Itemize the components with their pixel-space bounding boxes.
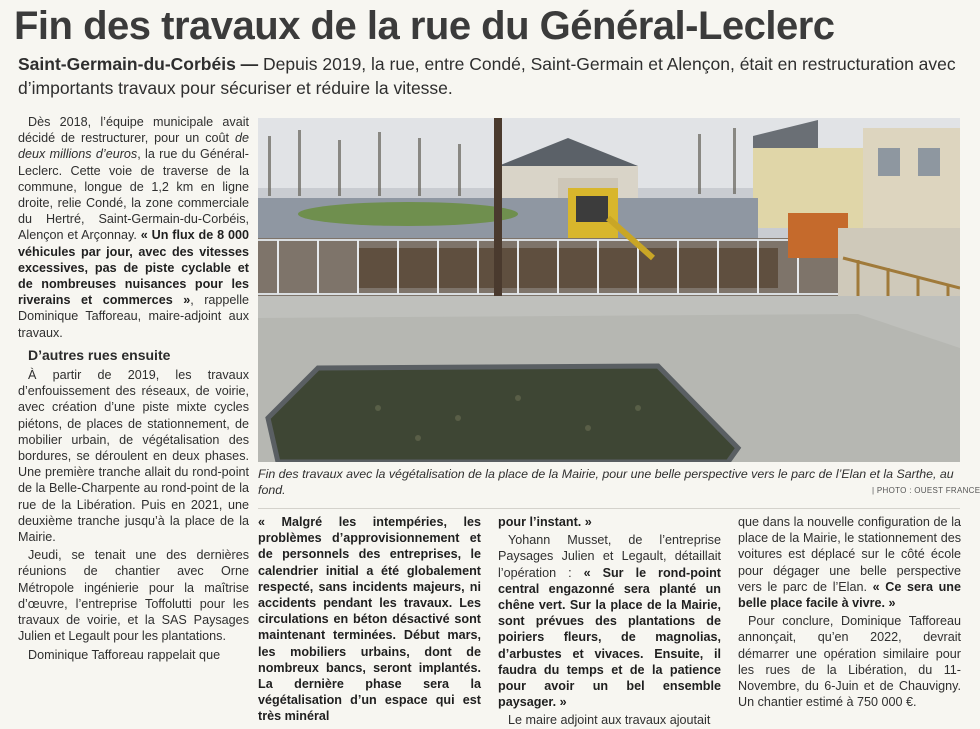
column-1 bbox=[18, 114, 249, 663]
col1-paragraph-1 bbox=[18, 114, 249, 341]
col1-p1-italic: de deux millions d’euros bbox=[18, 131, 249, 162]
col1-p1-quote: « Un flux de 8 000 véhicules par jour, avec des vitesses excessives, pas de piste cyclable et de nombreuses nuisances pour les riverains et commerces » bbox=[18, 228, 249, 308]
col2-quote: « Malgré les intempéries, les problèmes d’approvisionnement et de personnels des entreprises, le calendrier initial a été globalement respecté, sans incidents majeurs, ni accidents pendant les travaux. Les circulations en béton désactivé sont maintenant terminées. Début mars, les mobiliers urbains, dont de nombreux bancs, seront implantés. La dernière phase sera la végétalisation d’un espace qui est très minéral bbox=[258, 515, 481, 724]
article-lede bbox=[18, 52, 968, 100]
column-2 bbox=[258, 514, 481, 725]
col4-cont-text: que dans la nouvelle configuration de la place de la Mairie, le stationnement des voitures est déplacé sur le côté école pour dégager une belle perspective vers le parc de l’Elan. bbox=[738, 515, 961, 594]
column-4 bbox=[738, 514, 961, 710]
col1-paragraph-2: À partir de 2019, les travaux d’enfouissement des réseaux, de voirie, avec création d’une piste mixte cycles piétons, de places de stationnement, de mobilier urbain, de végétalisation des bordures, se déroulent en deux phases. Une première tranche allait du rond-point de la Belle-Charpente au rond-point de la rue de la Libération. Puis en 2021, une deuxième tranche jusqu’à la place de la Mairie. bbox=[18, 368, 249, 545]
col1-p1-text-a: Dès 2018, l’équipe municipale avait décidé de restructurer, pour un coût bbox=[18, 115, 249, 146]
col3-paragraph-1 bbox=[498, 532, 721, 710]
photo-credit: | PHOTO : OUEST FRANCE bbox=[872, 486, 980, 495]
caption-divider bbox=[258, 508, 960, 509]
article-photo bbox=[258, 118, 960, 462]
column-3 bbox=[498, 514, 721, 729]
col4-paragraph-2: Pour conclure, Dominique Tafforeau annonçait, qu’en 2022, devrait démarrer une opération similaire pour les rues de la Libération, du 11-Novembre, du 6-Juin et de Chauvigny. Un chantier estimé à 750 000 €. bbox=[738, 614, 961, 710]
col1-p1-text-c: , la rue du Général-Leclerc. Cette voie de traverse de la commune, longue de 1,2 km en ligne droite, relie Condé, la zone commerciale du Hertré, Saint-Germain-du-Corbéis, Alençon et Arçonnay. bbox=[18, 147, 249, 243]
article-headline: Fin des travaux de la rue du Général-Leclerc bbox=[14, 4, 835, 48]
col2-paragraph-1 bbox=[258, 514, 481, 725]
col3-p1-text: Yohann Musset, de l’entreprise Paysages Julien et Legault, détaillait l’opération : bbox=[498, 533, 721, 580]
lede-text: Depuis 2019, la rue, entre Condé, Saint-Germain et Alençon, était en restructuration avec d’importants travaux pour sécuriser et réduire la vitesse. bbox=[18, 54, 956, 98]
col1-p1-text-d: , rappelle Dominique Tafforeau, maire-adjoint aux travaux. bbox=[18, 293, 250, 340]
col4-continuation bbox=[738, 514, 961, 611]
col1-paragraph-4: Dominique Tafforeau rappelait que bbox=[28, 647, 221, 662]
col3-paragraph-2: Le maire adjoint aux travaux ajoutait bbox=[508, 713, 711, 728]
lede-dateline: Saint-Germain-du-Corbéis — bbox=[18, 54, 259, 74]
section-subheading: D’autres rues ensuite bbox=[28, 346, 171, 363]
col3-cont-quote: pour l’instant. » bbox=[498, 515, 592, 529]
photo-caption: Fin des travaux avec la végétalisation de la place de la Mairie, pour une belle perspective vers le parc de l’Elan et la Sarthe, au fond. bbox=[258, 467, 954, 497]
col3-p1-quote: « Sur le rond-point central engazonné sera planté un chêne vert. Sur la place de la Mairie, sont prévues des plantations de poiriers fleurs, de magnolias, d’arbustes et vivaces. Ensuite, il faudra du temps et de la patience pour avoir un bel ensemble paysager. » bbox=[498, 565, 721, 710]
col3-continuation bbox=[498, 514, 721, 530]
col1-paragraph-3: Jeudi, se tenait une des dernières réunions de chantier avec Orne Métropole ingénierie pour la maîtrise d’œuvre, l’entreprise Toffolutti pour les travaux de voirie, et la SAS Paysages Julien et Legault pour les plantations. bbox=[18, 548, 249, 644]
col4-cont-quote: « Ce sera une belle place facile à vivre. » bbox=[738, 579, 961, 611]
